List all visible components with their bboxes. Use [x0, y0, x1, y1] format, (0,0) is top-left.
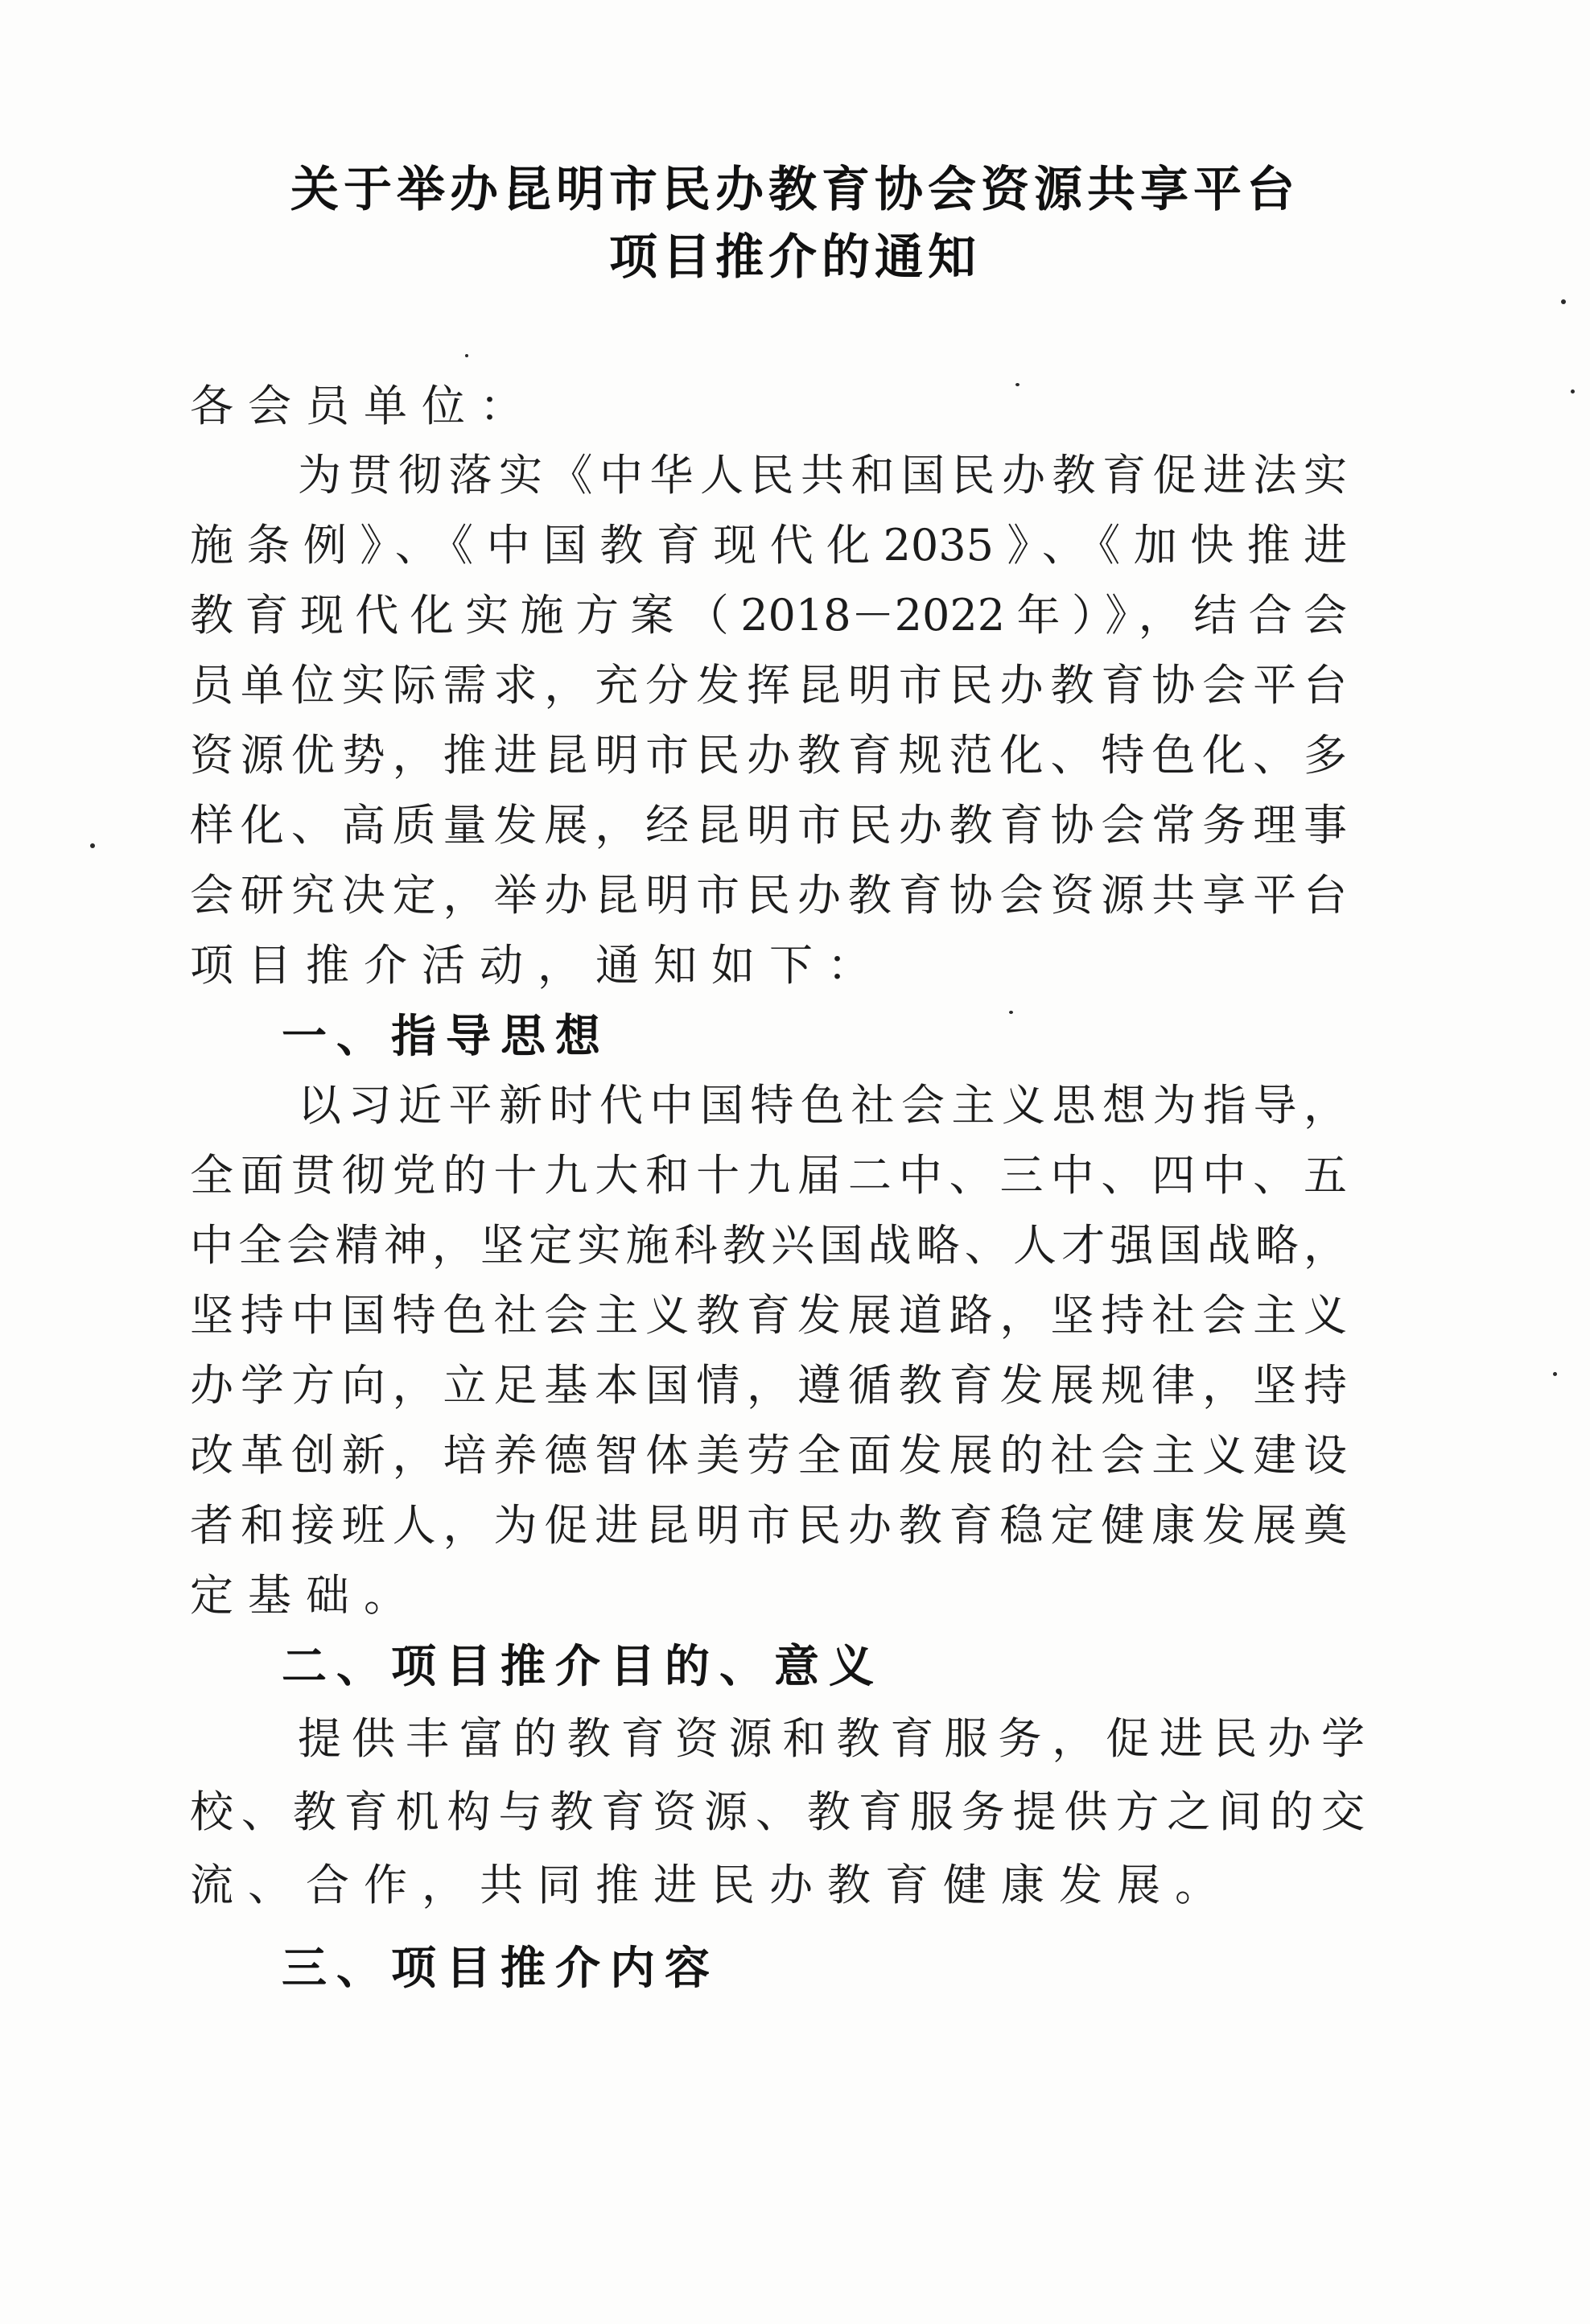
scan-speck — [465, 354, 468, 357]
document-title-line-1: 关于举办昆明市民办教育协会资源共享平台 — [290, 162, 1300, 218]
paragraph-line: 者和接班人，为促进昆明市民办教育稳定健康发展奠 — [190, 1500, 1347, 1551]
paragraph-line: 定基础。 — [190, 1570, 422, 1621]
section-heading-1: 一、指导思想 — [282, 1010, 610, 1063]
section-heading-3: 三、项目推介内容 — [282, 1942, 719, 1995]
document-title-line-2: 项目推介的通知 — [609, 229, 981, 286]
paragraph-line: 员单位实际需求，充分发挥昆明市民办教育协会平台 — [190, 660, 1347, 711]
paragraph-line: 项目推介活动，通知如下： — [190, 940, 885, 991]
scan-speck — [1009, 1011, 1013, 1014]
paragraph-line: 样化、高质量发展，经昆明市民办教育协会常务理事 — [190, 800, 1347, 851]
paragraph-line: 校、教育机构与教育资源、教育服务提供方之间的交 — [190, 1786, 1365, 1837]
salutation: 各会员单位： — [190, 381, 538, 431]
paragraph-line: 以习近平新时代中国特色社会主义思想为指导， — [298, 1080, 1347, 1131]
paragraph-line: 会研究决定，举办昆明市民办教育协会资源共享平台 — [190, 870, 1347, 921]
scan-speck — [1571, 389, 1575, 394]
paragraph-line: 为贯彻落实《中华人民共和国民办教育促进法实 — [298, 450, 1347, 501]
scan-speck — [1553, 1372, 1557, 1376]
paragraph-line: 施条例》、《中国教育现代化2035》、《加快推进 — [190, 520, 1347, 571]
paragraph-line: 改革创新，培养德智体美劳全面发展的社会主义建设 — [190, 1430, 1347, 1481]
scan-speck — [90, 843, 95, 848]
paragraph-line: 中全会精神，坚定实施科教兴国战略、人才强国战略， — [190, 1220, 1347, 1271]
paragraph-line: 流、合作，共同推进民办教育健康发展。 — [190, 1860, 1233, 1910]
paragraph-line: 办学方向，立足基本国情，遵循教育发展规律，坚持 — [190, 1360, 1347, 1411]
paragraph-line: 全面贯彻党的十九大和十九届二中、三中、四中、五 — [190, 1150, 1347, 1201]
scan-speck — [1015, 383, 1019, 386]
section-heading-2: 二、项目推介目的、意义 — [282, 1640, 884, 1693]
scan-speck — [1561, 299, 1566, 304]
paragraph-line: 教育现代化实施方案（2018－2022年）》，结合会 — [190, 590, 1347, 641]
paragraph-line: 提供丰富的教育资源和教育服务，促进民办学 — [298, 1713, 1365, 1764]
paragraph-line: 资源优势，推进昆明市民办教育规范化、特色化、多 — [190, 730, 1347, 781]
paragraph-line: 坚持中国特色社会主义教育发展道路，坚持社会主义 — [190, 1290, 1347, 1341]
